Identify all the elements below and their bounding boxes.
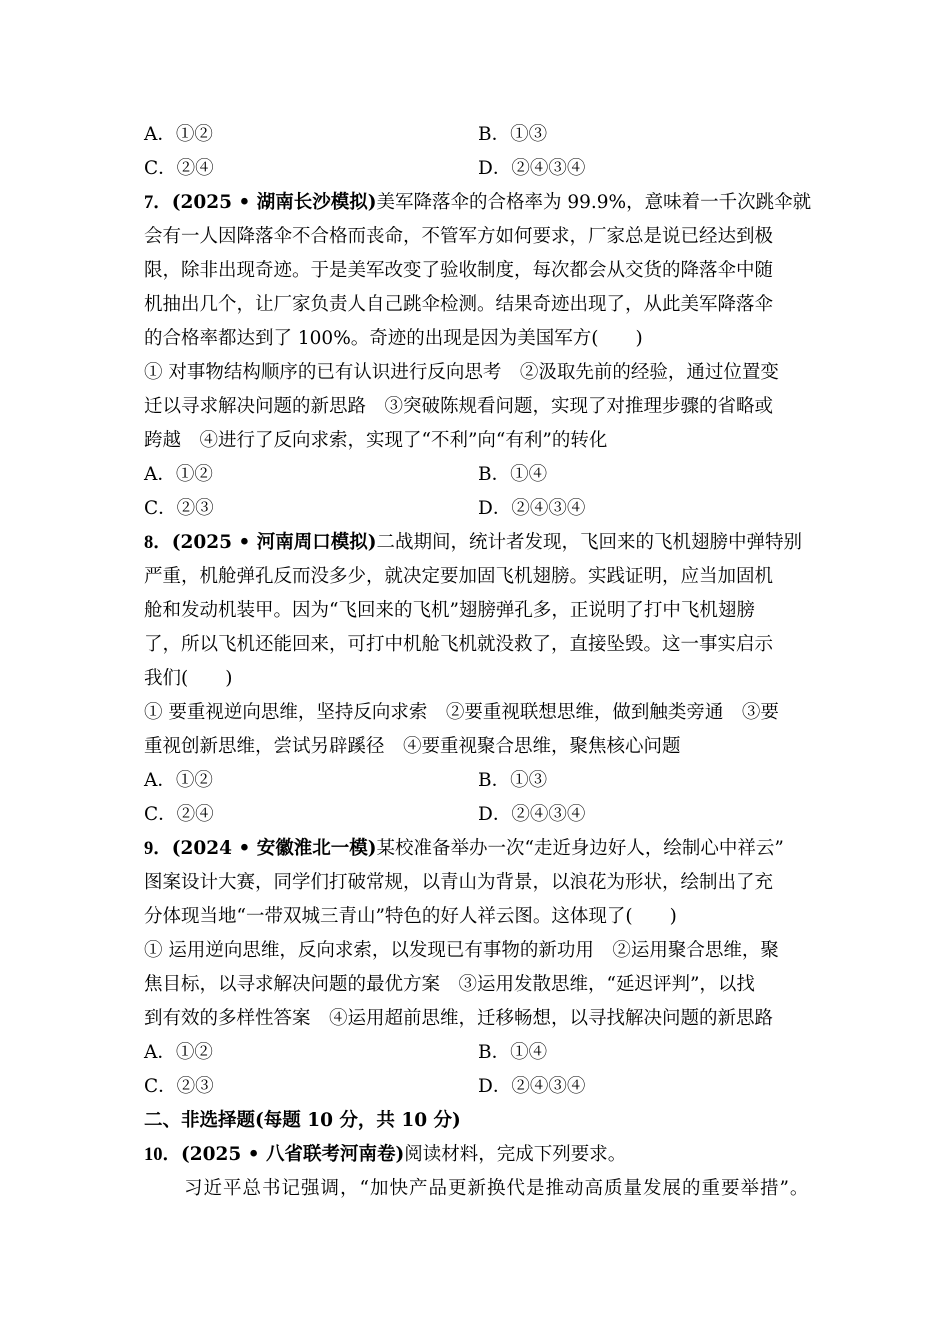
q9-statement-line: ① 运用逆向思维，反向求索，以发现已有事物的新功用 ②运用聚合思维，聚 xyxy=(144,940,779,961)
option-b[interactable]: B．①④ xyxy=(478,464,548,485)
q8-stem-line: 了，所以飞机还能回来，可打中机舱飞机就没救了，直接坠毁。这一事实启示 xyxy=(144,634,774,655)
q10-number: 10． xyxy=(144,1145,182,1165)
option-b[interactable]: B．①③ xyxy=(478,124,548,145)
option-a[interactable]: A．①② xyxy=(144,464,213,485)
q9-statement-line: 到有效的多样性答案 ④运用超前思维，迁移畅想，以寻找解决问题的新思路 xyxy=(144,1008,774,1029)
q7-statement-line: ① 对事物结构顺序的已有认识进行反向思考 ②汲取先前的经验，通过位置变 xyxy=(144,362,779,383)
q8-statement-line: ① 要重视逆向思维，坚持反向求索 ②要重视联想思维，做到触类旁通 ③要 xyxy=(144,702,779,723)
option-c[interactable]: C．②④ xyxy=(144,158,214,179)
option-c[interactable]: C．②③ xyxy=(144,1076,214,1097)
q7-options-row-2 xyxy=(144,492,812,526)
q9-stem-line: 分体现当地“一带双城三青山”特色的好人祥云图。这体现了( ) xyxy=(144,906,677,927)
q7-stem: 美军降落伞的合格率为 99.9%，意味着一千次跳伞就 xyxy=(376,192,812,213)
prev-options-row-2 xyxy=(144,152,812,186)
option-a[interactable]: A．①② xyxy=(144,1042,213,1063)
q10-intro: 阅读材料，完成下列要求。 xyxy=(404,1144,627,1165)
exam-page xyxy=(144,118,812,1206)
q8-stem-line: 舱和发动机装甲。因为“飞回来的飞机”翅膀弹孔多，正说明了打中飞机翅膀 xyxy=(144,600,755,621)
q9-options-row-2 xyxy=(144,1070,812,1104)
q9-stem-line: 图案设计大赛，同学们打破常规，以青山为背景，以浪花为形状，绘制出了充 xyxy=(144,872,774,893)
option-a[interactable]: A．①② xyxy=(144,770,213,791)
q8-stem-line: 严重，机舱弹孔反而没多少，就决定要加固飞机翅膀。实践证明，应当加固机 xyxy=(144,566,774,587)
q8-options-row-1 xyxy=(144,764,812,798)
option-b[interactable]: B．①③ xyxy=(478,770,548,791)
q8-stem-line: 我们( ) xyxy=(144,668,233,689)
q8-number: 8． xyxy=(144,533,172,553)
q9-number: 9． xyxy=(144,839,172,859)
q10-source: (2025 • 八省联考河南卷) xyxy=(181,1144,405,1165)
q7-statement-line: 跨越 ④进行了反向求索，实现了“不利”向“有利”的转化 xyxy=(144,430,608,451)
q7-stem-line: 的合格率都达到了 100%。奇迹的出现是因为美国军方( ) xyxy=(144,328,643,349)
q10-material: 习近平总书记强调，“加快产品更新换代是推动高质量发展的重要举措”。 xyxy=(184,1178,810,1199)
q10-line-1 xyxy=(144,1138,812,1172)
prev-options-row-1 xyxy=(144,118,812,152)
q9-stem: 某校准备举办一次“走近身边好人，绘制心中祥云” xyxy=(376,838,784,859)
q8-line-1 xyxy=(144,526,812,560)
option-a[interactable]: A．①② xyxy=(144,124,213,145)
q9-line-1 xyxy=(144,832,812,866)
q7-statement-line: 迁以寻求解决问题的新思路 ③突破陈规看问题，实现了对推理步骤的省略或 xyxy=(144,396,774,417)
q7-stem-line: 会有一人因降落伞不合格而丧命，不管军方如何要求，厂家总是说已经达到极 xyxy=(144,226,774,247)
q8-stem: 二战期间，统计者发现，飞回来的飞机翅膀中弹特别 xyxy=(376,532,802,553)
q7-options-row-1 xyxy=(144,458,812,492)
q7-number: 7． xyxy=(144,193,172,213)
option-d[interactable]: D．②④③④ xyxy=(478,1076,586,1097)
q7-source: (2025 • 湖南长沙模拟) xyxy=(171,192,377,213)
q9-source: (2024 • 安徽淮北一模) xyxy=(171,838,377,859)
q7-stem-line: 限，除非出现奇迹。于是美军改变了验收制度，每次都会从交货的降落伞中随 xyxy=(144,260,774,281)
option-d[interactable]: D．②④③④ xyxy=(478,804,586,825)
option-c[interactable]: C．②③ xyxy=(144,498,214,519)
option-d[interactable]: D．②④③④ xyxy=(478,158,586,179)
q8-options-row-2 xyxy=(144,798,812,832)
option-c[interactable]: C．②④ xyxy=(144,804,214,825)
q8-source: (2025 • 河南周口模拟) xyxy=(171,532,377,553)
option-b[interactable]: B．①④ xyxy=(478,1042,548,1063)
q9-statement-line: 焦目标，以寻求解决问题的最优方案 ③运用发散思维，“延迟评判”，以找 xyxy=(144,974,755,995)
q8-statement-line: 重视创新思维，尝试另辟蹊径 ④要重视聚合思维，聚焦核心问题 xyxy=(144,736,681,757)
q7-stem-line: 机抽出几个，让厂家负责人自己跳伞检测。结果奇迹出现了，从此美军降落伞 xyxy=(144,294,774,315)
option-d[interactable]: D．②④③④ xyxy=(478,498,586,519)
q7-line-1 xyxy=(144,186,812,220)
section-heading: 二、非选择题(每题 10 分，共 10 分) xyxy=(144,1110,461,1131)
q9-options-row-1 xyxy=(144,1036,812,1070)
